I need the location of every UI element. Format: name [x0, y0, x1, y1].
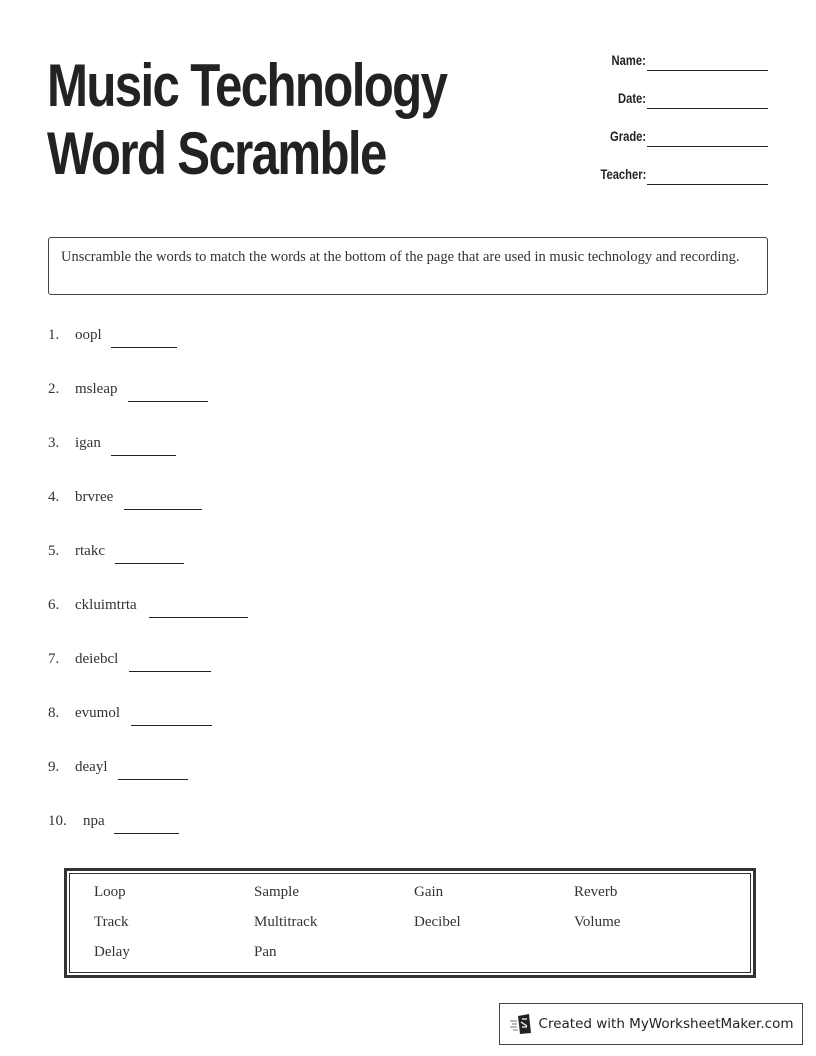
title-line-2: Word Scramble	[47, 120, 386, 187]
question-number: 10.	[48, 813, 67, 829]
student-info-fields	[580, 50, 770, 202]
answer-blank[interactable]	[149, 617, 248, 618]
answer-blank[interactable]	[111, 347, 177, 348]
grade-field[interactable]	[580, 126, 770, 164]
date-field[interactable]	[580, 88, 770, 126]
question-number: 8.	[48, 705, 60, 721]
name-label: Name:	[611, 52, 646, 68]
question-number: 6.	[48, 597, 60, 613]
question-number: 2.	[48, 381, 60, 397]
name-field[interactable]	[580, 50, 770, 88]
scrambled-word: ckluimtrta	[75, 597, 137, 613]
scrambled-word: deiebcl	[75, 651, 119, 667]
worksheet-title	[47, 52, 446, 188]
word-bank-item: Pan	[254, 944, 277, 960]
question-number: 1.	[48, 327, 60, 343]
title-line-1: Music Technology	[47, 52, 447, 119]
answer-blank[interactable]	[115, 563, 184, 564]
scrambled-word: rtakc	[75, 543, 105, 559]
date-line[interactable]	[647, 108, 768, 109]
question-number: 7.	[48, 651, 60, 667]
scrambled-word: evumol	[75, 705, 120, 721]
word-bank-item: Track	[94, 914, 129, 930]
scrambled-word: deayl	[75, 759, 108, 775]
answer-blank[interactable]	[111, 455, 176, 456]
word-bank-item: Reverb	[574, 884, 618, 900]
question-number: 5.	[48, 543, 60, 559]
created-with-text: Created with MyWorksheetMaker.com	[538, 1016, 794, 1032]
word-bank-item: Volume	[574, 914, 621, 930]
scrambled-word: oopl	[75, 327, 102, 343]
name-line[interactable]	[647, 70, 768, 71]
scrambled-word: npa	[83, 813, 105, 829]
instructions-box: Unscramble the words to match the words at the bottom of the page that are used in music technology and recording.	[48, 237, 768, 295]
answer-blank[interactable]	[114, 833, 179, 834]
answer-blank[interactable]	[129, 671, 211, 672]
word-bank-item: Loop	[94, 884, 126, 900]
word-bank-inner	[69, 873, 751, 973]
question-number: 4.	[48, 489, 60, 505]
teacher-field[interactable]	[580, 164, 770, 202]
scrambled-word: igan	[75, 435, 101, 451]
answer-blank[interactable]	[128, 401, 208, 402]
answer-blank[interactable]	[131, 725, 212, 726]
teacher-line[interactable]	[647, 184, 768, 185]
grade-label: Grade:	[609, 128, 646, 144]
scrambled-word: brvree	[75, 489, 114, 505]
answer-blank[interactable]	[118, 779, 188, 780]
grade-line[interactable]	[647, 146, 768, 147]
question-number: 9.	[48, 759, 60, 775]
question-number: 3.	[48, 435, 60, 451]
word-bank-item: Multitrack	[254, 914, 318, 930]
teacher-label: Teacher:	[600, 166, 646, 182]
created-with-badge[interactable]	[499, 1003, 803, 1045]
date-label: Date:	[617, 90, 646, 106]
worksheet-maker-logo-icon	[509, 1013, 533, 1035]
word-bank-item: Gain	[414, 884, 444, 900]
scrambled-word: msleap	[75, 381, 118, 397]
answer-blank[interactable]	[124, 509, 202, 510]
word-bank	[64, 868, 756, 978]
word-bank-item: Decibel	[414, 914, 461, 930]
word-bank-item: Delay	[94, 944, 130, 960]
word-bank-item: Sample	[254, 884, 299, 900]
